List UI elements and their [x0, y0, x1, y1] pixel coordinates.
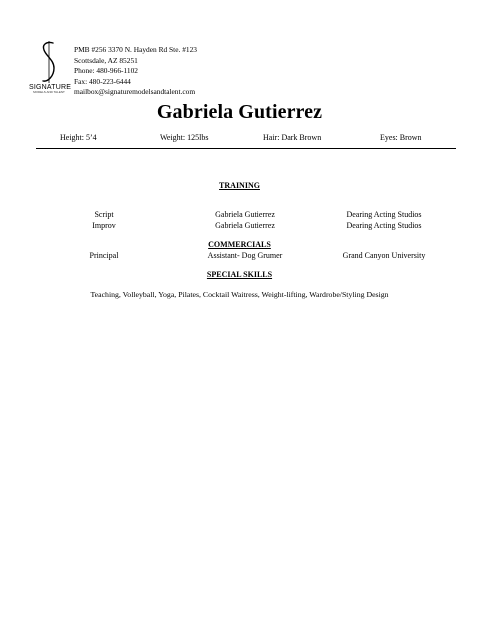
commercial-row-1-character: Assistant- Dog Grumer — [207, 251, 283, 260]
commercial-row-1-role: Principal — [89, 251, 119, 260]
stat-eyes: Eyes: Brown — [380, 133, 422, 142]
stat-height: Height: 5’4 — [60, 133, 97, 142]
special-skills-heading: SPECIAL SKILLS — [206, 270, 273, 279]
training-row-2-instructor: Gabriela Gutierrez — [215, 221, 275, 230]
stat-hair: Hair: Dark Brown — [263, 133, 322, 142]
agency-address-line1: PMB #256 3370 N. Hayden Rd Ste. #123 — [74, 45, 197, 54]
commercial-row-1-client: Grand Canyon University — [342, 251, 426, 260]
special-skills-text: Teaching, Volleyball, Yoga, Pilates, Cocktail Waitress, Weight-lifting, Wardrobe/Styling Design — [90, 290, 389, 299]
training-row-1-type: Script — [94, 210, 114, 219]
training-heading: TRAINING — [219, 181, 260, 190]
training-row-2-type: Improv — [92, 221, 116, 230]
training-row-1-studio: Dearing Acting Studios — [346, 210, 422, 219]
agency-email[interactable]: mailbox@signaturemodelsandtalent.com — [74, 87, 196, 96]
training-row-1-instructor: Gabriela Gutierrez — [215, 210, 275, 219]
logo-wordmark: SIGNATURE — [29, 84, 72, 91]
agency-phone: Phone: 480-966-1102 — [74, 66, 138, 75]
agency-address-line2: Scottsdale, AZ 85251 — [74, 55, 138, 65]
logo-subline: MODELS AND TALENT — [33, 90, 65, 94]
commercials-heading: COMMERCIALS — [208, 240, 271, 249]
talent-name: Gabriela Gutierrez — [156, 101, 323, 123]
agency-contact — [74, 45, 197, 98]
stat-weight: Weight: 125lbs — [160, 133, 209, 142]
header-divider — [36, 148, 456, 149]
training-row-2-studio: Dearing Acting Studios — [346, 221, 422, 230]
signature-s-icon — [38, 40, 60, 84]
agency-logo — [29, 40, 72, 96]
agency-fax: Fax: 480-223-6444 — [74, 76, 131, 86]
